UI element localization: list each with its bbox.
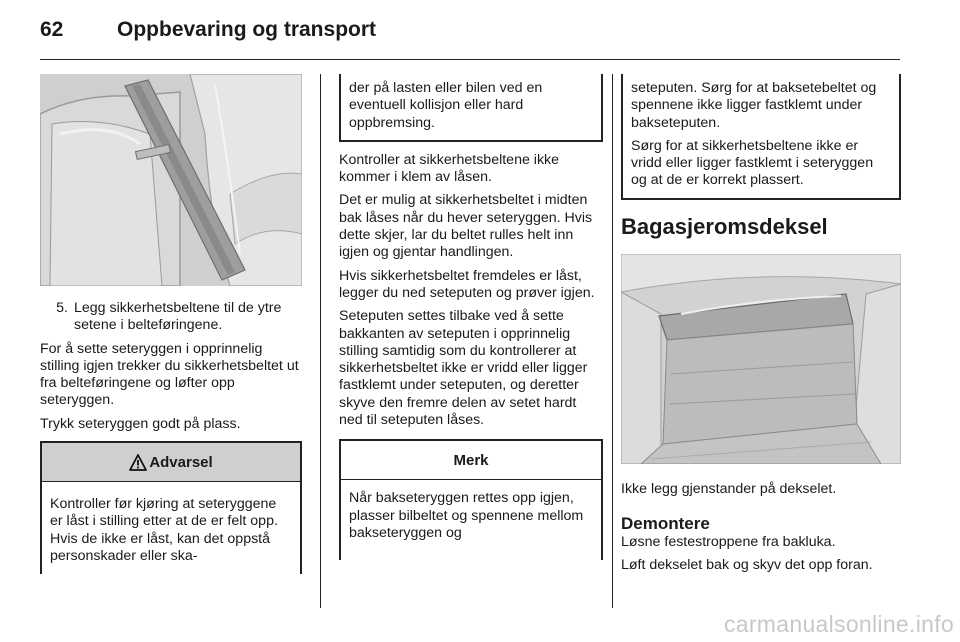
paragraph: Trykk seteryggen godt på plass. (40, 415, 241, 432)
step-number: 5. (56, 300, 68, 316)
note-box-body (341, 480, 601, 560)
page-header (40, 14, 900, 44)
warning-box (40, 441, 302, 574)
paragraph: Hvis sikkerhetsbeltet fremdeles er låst, legger du ned seteputen og prøver igjen. (339, 267, 595, 301)
page-number: 62 (40, 18, 64, 41)
caption: Ikke legg gjenstander på dekselet. (621, 480, 837, 497)
page-title: Oppbevaring og transport (117, 18, 377, 41)
column-3 (621, 74, 901, 581)
note-text: Når bakseteryggen rettes opp igjen, plasser bilbeltet og spennene mellom bakseteryggen og (349, 490, 584, 541)
note-box (339, 439, 603, 560)
cargo-cover-illustration (621, 254, 901, 464)
warning-box-continued-body (341, 74, 601, 140)
subsection-title: Demontere (621, 514, 710, 534)
column-divider-2 (612, 74, 613, 608)
warning-text: Kontroller før kjøring at seteryggene er låst i stilling etter at de er felt opp. Hvis de ikke er låst, kan det oppstå personskader eller ska- (50, 496, 278, 564)
note-continued-text: Sørg for at sikkerhetsbeltene ikke er vridd eller ligger fastklemt i seteryggen og at de er korrekt plassert. (631, 137, 874, 189)
watermark: carmanualsonline.info (723, 611, 954, 637)
warning-box-continued (339, 74, 603, 142)
note-box-continued (621, 74, 901, 200)
warning-box-header (42, 443, 300, 482)
note-title: Merk (453, 451, 489, 469)
note-continued-text: seteputen. Sørg for at baksetebeltet og spennene ikke ligger fastklemt under bakseteputen. (631, 80, 877, 131)
column-divider-1 (320, 74, 321, 608)
step-5 (42, 300, 302, 335)
warning-triangle-icon (129, 454, 147, 471)
warning-continued-text: der på lasten eller bilen ved en eventuell kollisjon eller hard oppbremsing. (349, 80, 543, 131)
warning-box-body (42, 482, 300, 574)
paragraph: Kontroller at sikkerhetsbeltene ikke kommer i klem av låsen. (339, 151, 560, 186)
seatbelt-drawing (40, 74, 302, 286)
column-1 (40, 74, 302, 574)
note-box-header (341, 441, 601, 480)
warning-title: Advarsel (149, 453, 213, 471)
header-divider (40, 59, 900, 60)
paragraph: Det er mulig at sikkerhetsbeltet i midten bak låses når du hever seteryggen. Hvis dette skjer, lar du beltet rulles helt inn igjen og gjentar handlingen. (339, 192, 593, 261)
seatbelt-illustration (40, 74, 302, 286)
section-title: Bagasjeromsdeksel (621, 213, 828, 239)
paragraph: Seteputen settes tilbake ved å sette bakkanten av seteputen i opprinnelig stilling samtidig som du kontrollerer at sikkerhetsbeltet ikke er vridd eller ligger fastklemt under seteputen, og deretter skyve den fremre delen av setet hardt ned til seteputen låses. (339, 308, 588, 429)
paragraph: For å sette seteryggen i opprinnelig stilling igjen trekker du sikkerhetsbeltet ut fra belteføringene og løfter opp seteryggen. (40, 340, 299, 409)
paragraph: Løft dekselet bak og skyv det opp foran. (621, 557, 873, 574)
step-text: Legg sikkerhetsbeltene til de ytre setene i belteføringene. (74, 300, 282, 334)
paragraph: Løsne festestroppene fra bakluka. (621, 534, 836, 551)
column-2 (339, 74, 603, 560)
note-box-continued-body (623, 74, 899, 198)
cargo-cover-drawing (621, 254, 901, 464)
